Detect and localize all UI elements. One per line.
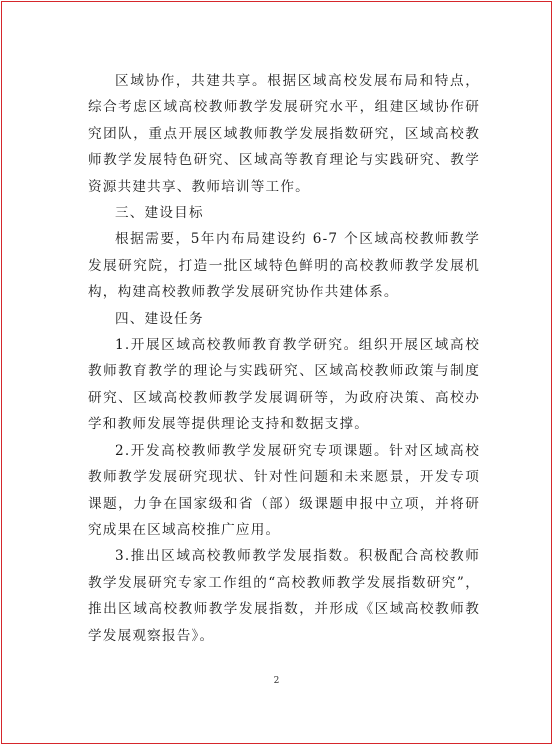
document-body [88, 68, 480, 649]
section-heading-goals: 三、建设目标 [115, 205, 204, 222]
section-heading-tasks: 四、建设任务 [115, 310, 204, 327]
document-page [1, 1, 552, 744]
paragraph-task-1: 1.开展区域高校教师教育教学研究。组织开展区域高校教师教育教学的理论与实践研究、区域高校教师政策与制度研究、区域高校教师教学发展调研等，为政府决策、高校办学和教师发展等提供理论支持和数据支撑。 [88, 337, 480, 433]
paragraph-task-3: 3.推出区域高校教师教学发展指数。积极配合高校教师教学发展研究专家工作组的“高校教师教学发展指数研究”，推出区域高校教师教学发展指数，并形成《区域高校教师教学发展观察报告》。 [88, 548, 480, 644]
paragraph-regional-collaboration: 区域协作，共建共享。根据区域高校发展布局和特点，综合考虑区域高校教师教学发展研究水平，组建区域协作研究团队，重点开展区域教师教学发展指数研究，区域高校教师教学发展特色研究、区域高等教育理论与实践研究、教学资源共建共享、教师培训等工作。 [88, 73, 480, 195]
page-number: 2 [273, 676, 280, 686]
paragraph-task-2: 2.开发高校教师教学发展研究专项课题。针对区域高校教师教学发展研究现状、针对性问题和未来愿景，开发专项课题，力争在国家级和省（部）级课题申报中立项，并将研究成果在区域高校推广应用。 [88, 442, 480, 538]
paragraph-goals: 根据需要，5年内布局建设约 6-7 个区域高校教师教学发展研究院，打造一批区域特色鲜明的高校教师教学发展机构，构建高校教师教学发展研究协作共建体系。 [88, 231, 480, 301]
